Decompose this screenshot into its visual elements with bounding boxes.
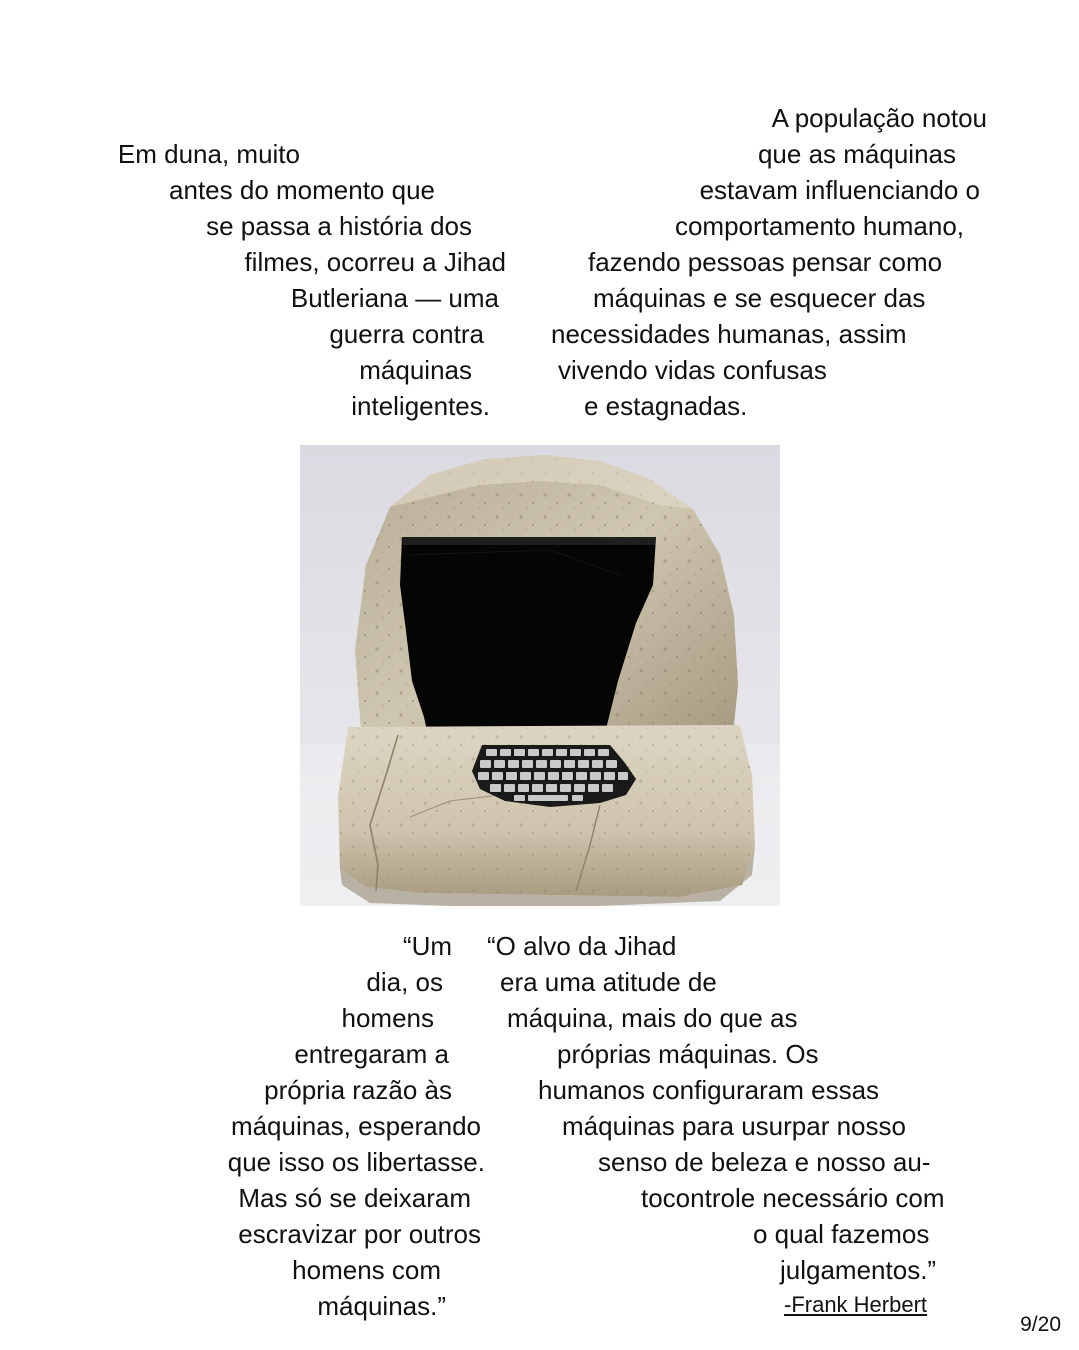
quote-line: próprias máquinas. Os <box>557 1039 819 1069</box>
quote-line: julgamentos.” <box>780 1255 937 1285</box>
quote-line: era uma atitude de <box>500 967 717 997</box>
text-line: estavam influenciando o <box>699 175 980 205</box>
quote-line: que isso os libertasse. <box>227 1147 485 1177</box>
quote-line: senso de beleza e nosso au- <box>598 1147 931 1177</box>
text-line: guerra contra <box>329 319 484 349</box>
text-line: máquinas e se esquecer das <box>593 283 926 313</box>
quote-line: o qual fazemos <box>753 1219 930 1249</box>
text-line: vivendo vidas confusas <box>558 355 827 385</box>
quote-line: humanos configuraram essas <box>538 1075 880 1105</box>
quote-author: -Frank Herbert <box>784 1292 928 1317</box>
quote-line: escravizar por outros <box>238 1219 481 1249</box>
quote-line: máquinas, esperando <box>230 1111 481 1141</box>
quote-line: entregaram a <box>294 1039 449 1069</box>
quote-line: máquinas.” <box>317 1291 446 1321</box>
text-line: e estagnadas. <box>584 391 748 421</box>
text-line: comportamento humano, <box>674 211 964 241</box>
text-line: Em duna, muito <box>117 139 300 169</box>
text-line: filmes, ocorreu a Jihad <box>244 247 506 277</box>
text-line: inteligentes. <box>351 391 490 421</box>
stone-laptop-image <box>300 445 780 906</box>
quote-line: homens com <box>292 1255 441 1285</box>
page-number: 9/20 <box>1020 1313 1061 1336</box>
quote-line: Mas só se deixaram <box>238 1183 471 1213</box>
text-line: máquinas <box>359 355 472 385</box>
quote-line: “Um <box>402 931 452 961</box>
quote-line: própria razão às <box>264 1075 452 1105</box>
text-line: se passa a história dos <box>206 211 472 241</box>
quote-line: máquina, mais do que as <box>507 1003 798 1033</box>
quote-line: homens <box>341 1003 434 1033</box>
quote-line: tocontrole necessário com <box>641 1183 945 1213</box>
text-line: necessidades humanas, assim <box>551 319 907 349</box>
text-line: antes do momento que <box>169 175 435 205</box>
text-line: fazendo pessoas pensar como <box>588 247 943 277</box>
quote-line: “O alvo da Jihad <box>487 931 677 961</box>
text-line: Butleriana — uma <box>290 283 499 313</box>
quote-line: dia, os <box>366 967 443 997</box>
text-line: A população notou <box>771 103 987 133</box>
quote-line: máquinas para usurpar nosso <box>562 1111 906 1141</box>
text-line: que as máquinas <box>757 139 956 169</box>
